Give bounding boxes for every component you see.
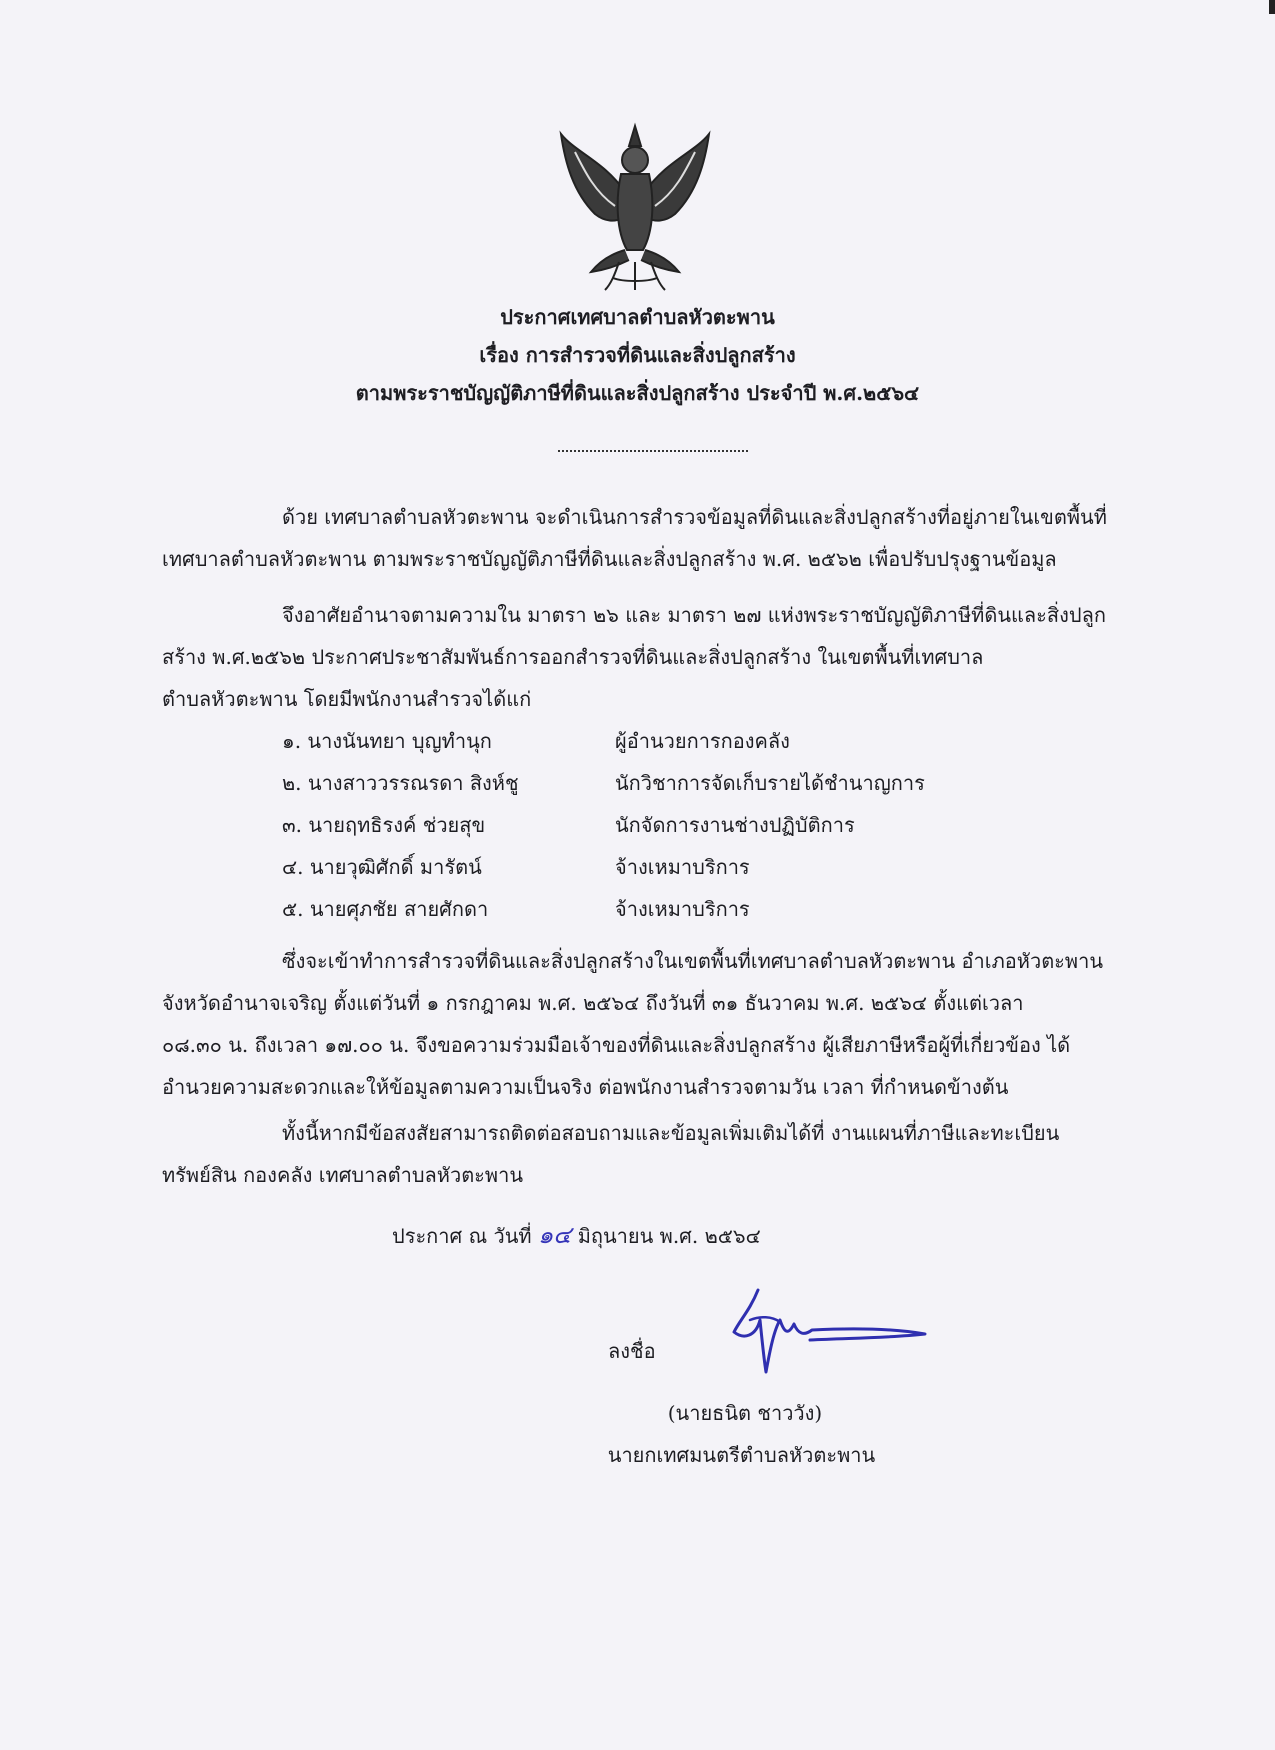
staff-role: นักจัดการงานช่างปฏิบัติการ [615, 813, 855, 837]
paragraph-line: สร้าง พ.ศ.๒๕๖๒ ประกาศประชาสัมพันธ์การออกสำรวจที่ดินและสิ่งปลูกสร้าง ในเขตพื้นที่เทศบาล [162, 645, 984, 669]
header-divider [558, 450, 748, 452]
paragraph-authority [162, 594, 1142, 720]
list-item [282, 762, 1082, 804]
issue-date-suffix: มิถุนายน พ.ศ. ๒๕๖๔ [571, 1224, 761, 1248]
staff-name: ๕. นายศุภชัย สายศักดา [282, 897, 489, 921]
paragraph-line: ทรัพย์สิน กองคลัง เทศบาลตำบลหัวตะพาน [162, 1163, 524, 1187]
staff-name: ๑. นางนันทยา บุญทำนุก [282, 729, 492, 753]
announcement-subject: เรื่อง การสำรวจที่ดินและสิ่งปลูกสร้าง [479, 343, 796, 367]
paragraph-line: อำนวยความสะดวกและให้ข้อมูลตามความเป็นจริง ต่อพนักงานสำรวจตามวัน เวลา ที่กำหนดข้างต้น [162, 1075, 1009, 1099]
signer-title: นายกเทศมนตรีตำบลหัวตะพาน [607, 1443, 876, 1467]
issue-date-prefix: ประกาศ ณ วันที่ [392, 1224, 538, 1248]
staff-role: ผู้อำนวยการกองคลัง [615, 729, 790, 753]
paragraph-line: ทั้งนี้หากมีข้อสงสัยสามารถติดต่อสอบถามและข้อมูลเพิ่มเติมได้ที่ งานแผนที่ภาษีและทะเบียน [282, 1121, 1060, 1145]
paragraph-schedule [162, 940, 1142, 1108]
paragraph-line: จังหวัดอำนาจเจริญ ตั้งแต่วันที่ ๑ กรกฎาคม พ.ศ. ๒๕๖๔ ถึงวันที่ ๓๑ ธันวาคม พ.ศ. ๒๕๖๔ ตั้งแต่เวลา [162, 991, 1024, 1015]
paragraph-line: ด้วย เทศบาลตำบลหัวตะพาน จะดำเนินการสำรวจข้อมูลที่ดินและสิ่งปลูกสร้างที่อยู่ภายในเขตพื้นที่ [282, 505, 1107, 529]
staff-list [282, 720, 1082, 930]
announcement-subtitle: ตามพระราชบัญญัติภาษีที่ดินและสิ่งปลูกสร้าง ประจำปี พ.ศ.๒๕๖๔ [355, 381, 920, 405]
staff-role: นักวิชาการจัดเก็บรายได้ชำนาญการ [615, 771, 925, 795]
signature-label: ลงชื่อ [608, 1339, 656, 1363]
paragraph-line: จึงอาศัยอำนาจตามความใน มาตรา ๒๖ และ มาตรา ๒๗ แห่งพระราชบัญญัติภาษีที่ดินและสิ่งปลูก [282, 603, 1106, 627]
staff-role: จ้างเหมาบริการ [615, 855, 750, 879]
staff-role: จ้างเหมาบริการ [615, 897, 750, 921]
paragraph-line: ๐๘.๓๐ น. ถึงเวลา ๑๗.๐๐ น. จึงขอความร่วมมือเจ้าของที่ดินและสิ่งปลูกสร้าง ผู้เสียภาษีหรือผู้ที่เกี่ยวข้อง ได้ [162, 1033, 1071, 1057]
issue-date-day: ๑๔ [537, 1221, 572, 1249]
staff-name: ๒. นางสาววรรณรดา สิงห์ชู [282, 771, 519, 795]
scan-edge-mark [1269, 0, 1275, 14]
paragraph-intro [162, 496, 1142, 580]
signer-name: (นายธนิต ชาววัง) [667, 1401, 823, 1425]
paragraph-line: ตำบลหัวตะพาน โดยมีพนักงานสำรวจได้แก่ [162, 687, 532, 711]
list-item [282, 804, 1082, 846]
list-item [282, 888, 1082, 930]
garuda-emblem-icon [555, 122, 715, 292]
handwritten-signature [720, 1280, 940, 1380]
announcement-title: ประกาศเทศบาลตำบลหัวตะพาน [500, 305, 775, 329]
paragraph-line: เทศบาลตำบลหัวตะพาน ตามพระราชบัญญัติภาษีที่ดินและสิ่งปลูกสร้าง พ.ศ. ๒๕๖๒ เพื่อปรับปรุงฐานข้อมูล [162, 547, 1057, 571]
paragraph-contact [162, 1112, 1142, 1196]
staff-name: ๓. นายฤทธิรงค์ ช่วยสุข [282, 813, 486, 837]
staff-name: ๔. นายวุฒิศักดิ์ มารัตน์ [282, 855, 482, 879]
issue-date [392, 1214, 761, 1257]
list-item [282, 720, 1082, 762]
paragraph-line: ซึ่งจะเข้าทำการสำรวจที่ดินและสิ่งปลูกสร้างในเขตพื้นที่เทศบาลตำบลหัวตะพาน อำเภอหัวตะพาน [282, 949, 1104, 973]
announcement-header [0, 298, 1275, 412]
list-item [282, 846, 1082, 888]
